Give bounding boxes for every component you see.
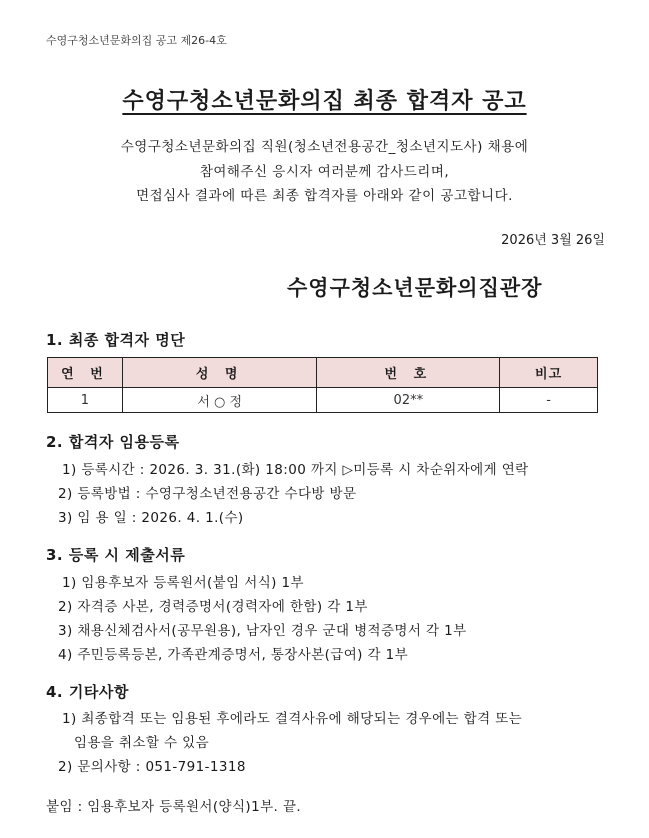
document-item-4: 4) 주민등록등본, 가족관계증명서, 통장사본(급여) 각 1부	[58, 647, 409, 663]
appointment-date-item: 3) 임 용 일 : 2026. 4. 1.(수)	[58, 510, 244, 526]
table-header-row	[48, 358, 598, 388]
final-candidates-table	[47, 357, 598, 413]
column-header-no: 연 번	[48, 358, 123, 388]
column-header-number: 번 호	[317, 358, 500, 388]
section-heading-final-list: 1. 최종 합격자 명단	[46, 331, 186, 349]
section-heading-documents: 3. 등록 시 제출서류	[46, 546, 186, 564]
intro-line-1: 수영구청소년문화의집 직원(청소년전용공간_청소년지도사) 채용에	[120, 139, 529, 155]
registration-time-item: 1) 등록시간 : 2026. 3. 31.(화) 18:00 까지 ▷미등록 시 차순위자에게 연락	[62, 462, 529, 478]
intro-line-3: 면접심사 결과에 따른 최종 합격자를 아래와 같이 공고합니다.	[136, 188, 513, 204]
column-header-note: 비고	[500, 358, 598, 388]
column-header-name: 성 명	[122, 358, 317, 388]
contact-item: 2) 문의사항 : 051-791-1318	[58, 759, 246, 775]
page-title	[0, 84, 649, 115]
announcement-date: 2026년 3월 26일	[501, 233, 605, 248]
intro-line-2: 참여해주신 응시자 여러분께 감사드리며,	[199, 164, 450, 180]
signer-title: 수영구청소년문화의집관장	[287, 276, 543, 300]
cell-name: 서 ○ 정	[122, 388, 317, 413]
section-heading-other: 4. 기타사항	[46, 683, 129, 701]
other-item-1-continued: 임용을 취소할 수 있음	[74, 735, 210, 751]
cell-no: 1	[48, 388, 123, 413]
cell-number: 02**	[317, 388, 500, 413]
document-item-3: 3) 채용신체검사서(공무원용), 남자인 경우 군대 병적증명서 각 1부	[58, 623, 467, 639]
table-row	[48, 388, 598, 413]
section-heading-registration: 2. 합격자 임용등록	[46, 433, 180, 451]
document-number: 수영구청소년문화의집 공고 제26-4호	[46, 34, 227, 47]
page-title-text: 수영구청소년문화의집 최종 합격자 공고	[122, 89, 527, 114]
registration-method-item: 2) 등록방법 : 수영구청소년전용공간 수다방 방문	[58, 486, 357, 502]
other-item-1: 1) 최종합격 또는 임용된 후에라도 결격사유에 해당되는 경우에는 합격 또는	[62, 711, 523, 727]
cell-note: -	[500, 388, 598, 413]
document-item-1: 1) 임용후보자 등록원서(붙임 서식) 1부	[62, 575, 304, 591]
document-item-2: 2) 자격증 사본, 경력증명서(경력자에 한함) 각 1부	[58, 599, 368, 615]
attachment-note: 붙임 : 임용후보자 등록원서(양식)1부. 끝.	[46, 799, 302, 815]
